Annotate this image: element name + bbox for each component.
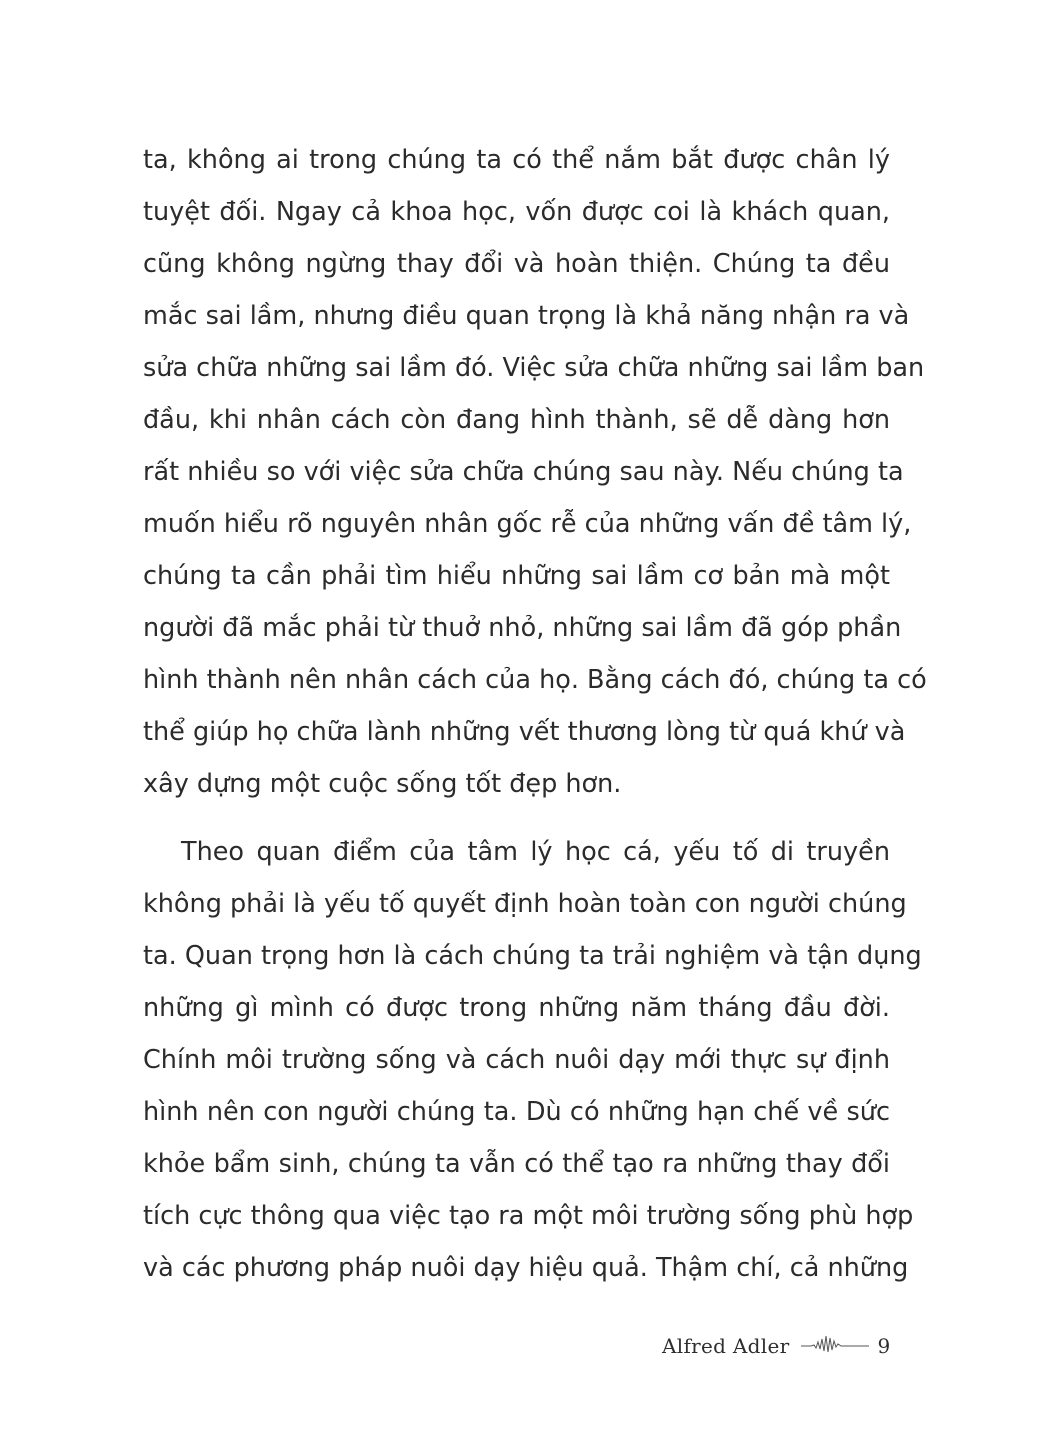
text-line: sửa chữa những sai lầm đó. Việc sửa chữa những sai lầm ban: [143, 353, 925, 383]
text-line: ta, không ai trong chúng ta có thể nắm bắt được chân lý: [143, 145, 890, 175]
text-line: đầu, khi nhân cách còn đang hình thành, sẽ dễ dàng hơn: [143, 405, 890, 435]
paragraph-spacer: [143, 810, 890, 826]
text-line: rất nhiều so với việc sửa chữa chúng sau này. Nếu chúng ta: [143, 457, 904, 487]
text-line: và các phương pháp nuôi dạy hiệu quả. Thậm chí, cả những: [143, 1253, 909, 1283]
text-line: khỏe bẩm sinh, chúng ta vẫn có thể tạo ra những thay đổi: [143, 1149, 890, 1179]
paragraph-1: [143, 134, 927, 810]
text-line: hình nên con người chúng ta. Dù có những hạn chế về sức: [143, 1097, 890, 1127]
heartbeat-line-icon: [801, 1333, 869, 1360]
text-line: cũng không ngừng thay đổi và hoàn thiện. Chúng ta đều: [143, 249, 890, 279]
text-line: hình thành nên nhân cách của họ. Bằng cách đó, chúng ta có: [143, 665, 927, 695]
text-line: ta. Quan trọng hơn là cách chúng ta trải nghiệm và tận dụng: [143, 941, 922, 971]
text-line: người đã mắc phải từ thuở nhỏ, những sai lầm đã góp phần: [143, 613, 902, 643]
paragraph-2: [143, 826, 922, 1294]
text-line: tuyệt đối. Ngay cả khoa học, vốn được coi là khách quan,: [143, 197, 890, 227]
text-line: mắc sai lầm, nhưng điều quan trọng là khả năng nhận ra và: [143, 301, 910, 331]
running-footer-author: Alfred Adler: [662, 1334, 790, 1358]
page-number: 9: [877, 1334, 891, 1358]
text-line: Theo quan điểm của tâm lý học cá, yếu tố di truyền: [181, 837, 890, 867]
text-line: muốn hiểu rõ nguyên nhân gốc rễ của những vấn đề tâm lý,: [143, 509, 912, 539]
text-line: Chính môi trường sống và cách nuôi dạy mới thực sự định: [143, 1045, 890, 1075]
page-body: [143, 134, 927, 1294]
text-line: tích cực thông qua việc tạo ra một môi trường sống phù hợp: [143, 1201, 914, 1231]
text-line: không phải là yếu tố quyết định hoàn toàn con người chúng: [143, 889, 907, 919]
page-footer: [662, 1328, 890, 1364]
text-line: xây dựng một cuộc sống tốt đẹp hơn.: [143, 769, 622, 799]
text-line: chúng ta cần phải tìm hiểu những sai lầm cơ bản mà một: [143, 561, 890, 591]
text-line: thể giúp họ chữa lành những vết thương lòng từ quá khứ và: [143, 717, 906, 747]
text-line: những gì mình có được trong những năm tháng đầu đời.: [143, 993, 890, 1023]
